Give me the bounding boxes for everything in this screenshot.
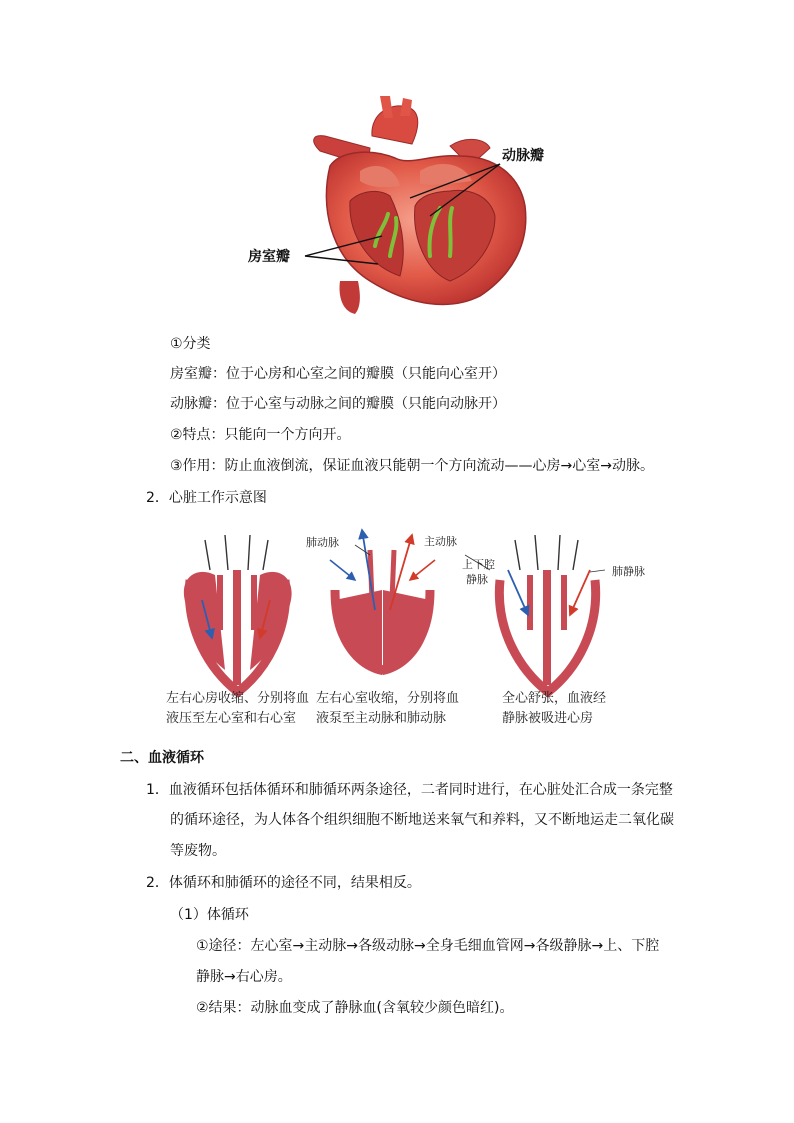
caption-ventricular-systole-line1: 左右心室收缩，分别将血 — [316, 691, 460, 706]
caption-diastole-line1: 全心舒张，血液经 — [502, 691, 607, 706]
function-line: ③作用：防止血液倒流，保证血液只能朝一个方向流动——心房→心室→动脉。 — [170, 458, 655, 474]
paragraph1-line1: 1．血液循环包括体循环和肺循环两条途径，二者同时进行，在心脏处汇合成一条完整 — [146, 782, 673, 798]
caption-diastole-line2: 静脉被吸进心房 — [502, 711, 594, 726]
result-line: ②结果：动脉血变成了静脉血(含氧较少颜色暗红)。 — [196, 1000, 514, 1016]
av-valve-label: 房室瓣 — [248, 249, 290, 265]
classification-line: ①分类 — [170, 336, 211, 352]
aorta-label: 主动脉 — [424, 535, 457, 548]
route-line1: ①途径：左心室→主动脉→各级动脉→全身毛细血管网→各级静脉→上、下腔 — [196, 938, 660, 954]
paragraph2: 2．体循环和肺循环的途径不同，结果相反。 — [146, 875, 421, 891]
route-line2: 静脉→右心房。 — [196, 969, 292, 985]
heart-diagram-title: 2．心脏工作示意图 — [146, 490, 267, 506]
caption-atrial-systole-line2: 液压至左心室和右心室 — [166, 711, 297, 726]
av-valve-definition: 房室瓣：位于心房和心室之间的瓣膜（只能向心室开） — [170, 366, 506, 382]
vena-cava-label-line1: 上下腔 — [462, 558, 495, 571]
paragraph1-line3: 等废物。 — [170, 843, 226, 859]
heart-diagram-ventricular-systole — [330, 530, 435, 675]
heart-diagram-atrial-systole — [184, 535, 292, 692]
feature-line: ②特点：只能向一个方向开。 — [170, 427, 351, 443]
caption-atrial-systole-line1: 左右心房收缩、分别将血 — [166, 691, 310, 706]
arterial-valve-definition: 动脉瓣：位于心室与动脉之间的瓣膜（只能向动脉开） — [170, 396, 506, 412]
section-heading-blood-circulation: 二、血液循环 — [120, 750, 204, 766]
pulmonary-vein-label: 肺静脉 — [612, 565, 645, 578]
heart-anatomy-figure — [300, 96, 570, 321]
heart-diagram-diastole — [499, 535, 595, 692]
subheading-systemic-circulation: （1）体循环 — [170, 907, 249, 923]
arterial-valve-label: 动脉瓣 — [502, 148, 544, 164]
pulmonary-artery-label: 肺动脉 — [306, 536, 339, 549]
caption-ventricular-systole-line2: 液泵至主动脉和肺动脉 — [316, 711, 447, 726]
paragraph1-line2: 的循环途径，为人体各个组织细胞不断地送来氧气和养料，又不断地运走二氧化碳 — [170, 812, 674, 828]
vena-cava-label-line2: 静脉 — [466, 573, 488, 586]
